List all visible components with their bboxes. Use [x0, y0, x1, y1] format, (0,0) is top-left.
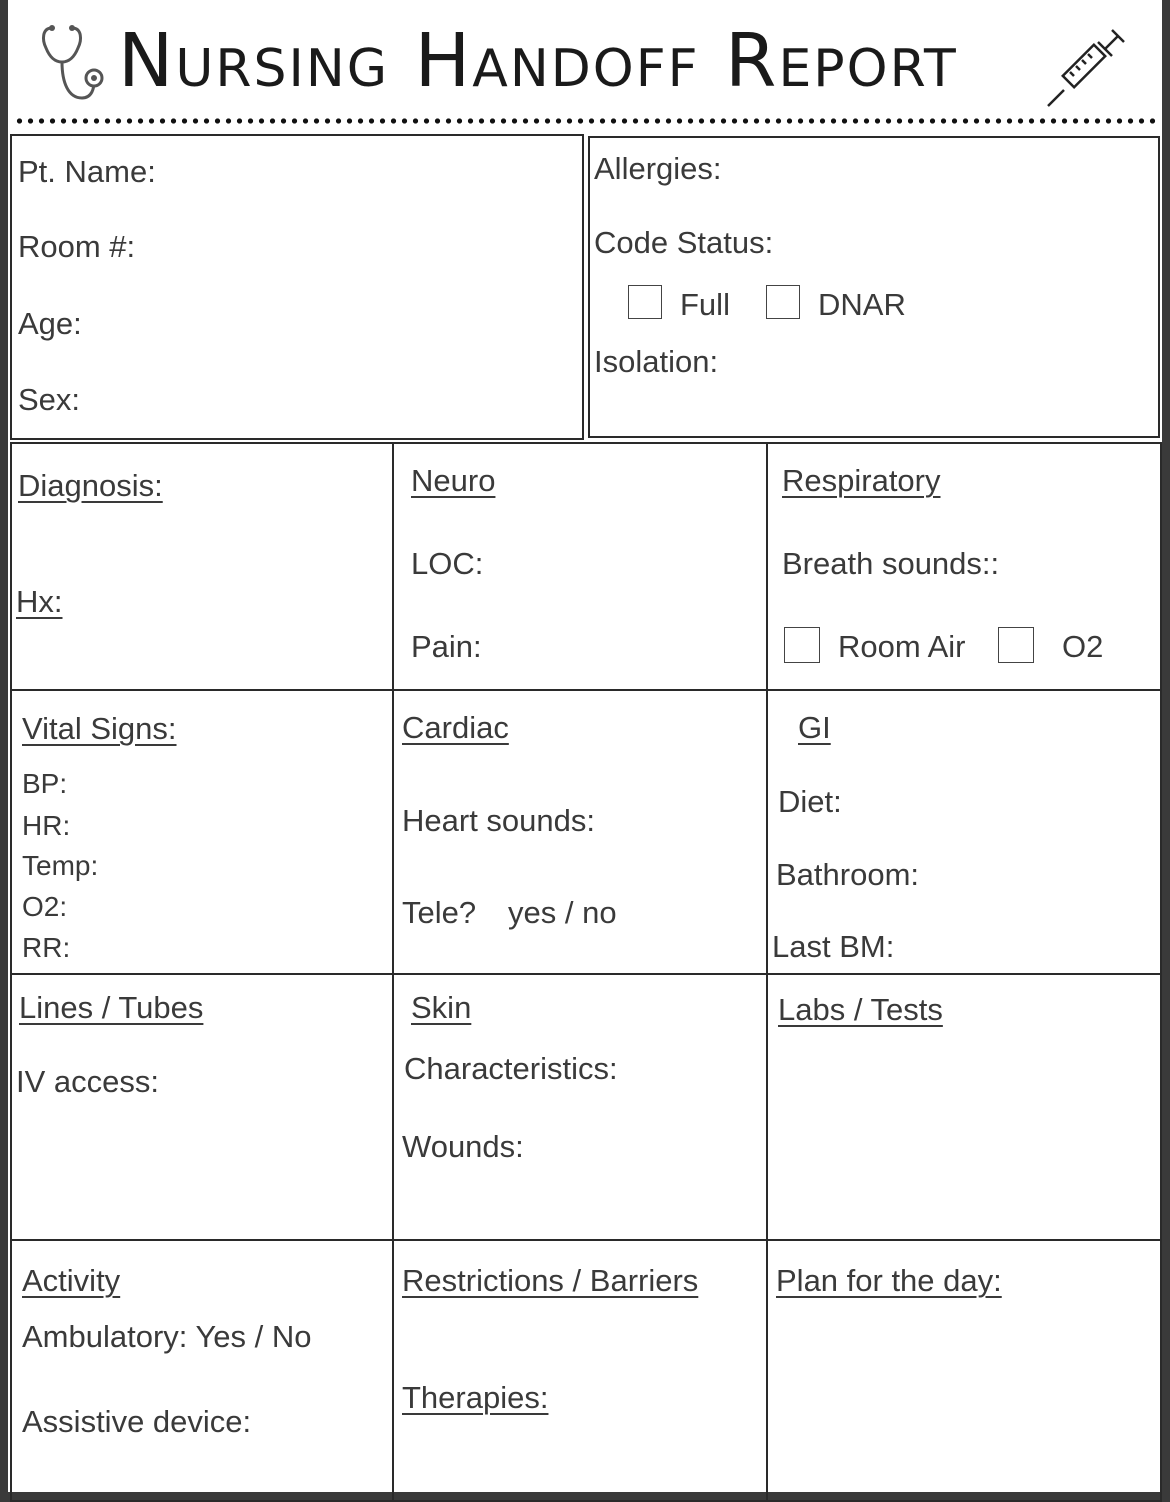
handoff-sheet — [8, 0, 1162, 1492]
code-status-label: Code Status: — [594, 225, 774, 260]
heart-sounds-label: Heart sounds: — [402, 803, 595, 838]
age-label: Age: — [18, 306, 82, 341]
activity-heading: Activity — [22, 1263, 121, 1298]
pain-label: Pain: — [411, 629, 482, 664]
vital-signs-heading: Vital Signs: — [22, 711, 177, 746]
ambulatory-label: Ambulatory: Yes / No — [22, 1319, 312, 1354]
characteristics-label: Characteristics: — [404, 1051, 618, 1086]
page-title: Nursing Handoff Report — [118, 18, 958, 104]
wounds-label: Wounds: — [402, 1129, 524, 1164]
tele-options: yes / no — [508, 895, 617, 930]
diagnosis-heading: Diagnosis: — [18, 468, 163, 503]
tele-label: Tele? — [402, 895, 477, 930]
isolation-label: Isolation: — [594, 344, 719, 379]
respiratory-heading: Respiratory — [782, 463, 941, 498]
grid-divider-1 — [392, 442, 394, 1502]
full-label: Full — [680, 287, 730, 322]
o2-checkbox[interactable] — [998, 627, 1034, 663]
dotted-divider — [14, 116, 1158, 126]
loc-label: LOC: — [411, 546, 484, 581]
room-air-checkbox[interactable] — [784, 627, 820, 663]
last-bm-label: Last BM: — [772, 929, 895, 964]
patient-name-label: Pt. Name: — [18, 154, 156, 189]
sex-label: Sex: — [18, 382, 81, 417]
grid-row-3 — [10, 1239, 1162, 1241]
grid-row-1 — [10, 689, 1162, 691]
skin-heading: Skin — [411, 990, 472, 1025]
bathroom-label: Bathroom: — [776, 857, 920, 892]
hx-label: Hx: — [16, 584, 63, 619]
lines-tubes-heading: Lines / Tubes — [19, 990, 204, 1025]
stethoscope-icon — [38, 22, 108, 106]
header — [8, 10, 1162, 110]
breath-sounds-label: Breath sounds:: — [782, 546, 1000, 581]
full-checkbox[interactable] — [628, 285, 662, 319]
therapies-label: Therapies: — [402, 1380, 549, 1415]
grid-divider-2 — [766, 442, 768, 1502]
grid-row-2 — [10, 973, 1162, 975]
syringe-icon — [1044, 28, 1126, 110]
temp-label: Temp: — [22, 850, 99, 881]
o2-vital-label: O2: — [22, 891, 68, 922]
room-air-label: Room Air — [838, 629, 966, 664]
cardiac-heading: Cardiac — [402, 710, 509, 745]
room-number-label: Room #: — [18, 229, 136, 264]
rr-label: RR: — [22, 932, 71, 963]
allergies-label: Allergies: — [594, 151, 722, 186]
dnar-label: DNAR — [818, 287, 906, 322]
bp-label: BP: — [22, 768, 68, 799]
gi-heading: GI — [798, 710, 831, 745]
o2-label: O2 — [1062, 629, 1104, 664]
labs-tests-heading: Labs / Tests — [778, 992, 943, 1027]
plan-heading: Plan for the day: — [776, 1263, 1002, 1298]
diet-label: Diet: — [778, 784, 842, 819]
hr-label: HR: — [22, 810, 71, 841]
neuro-heading: Neuro — [411, 463, 496, 498]
iv-access-label: IV access: — [16, 1064, 159, 1099]
restrictions-heading: Restrictions / Barriers — [402, 1263, 699, 1298]
dnar-checkbox[interactable] — [766, 285, 800, 319]
assistive-device-label: Assistive device: — [22, 1404, 252, 1439]
